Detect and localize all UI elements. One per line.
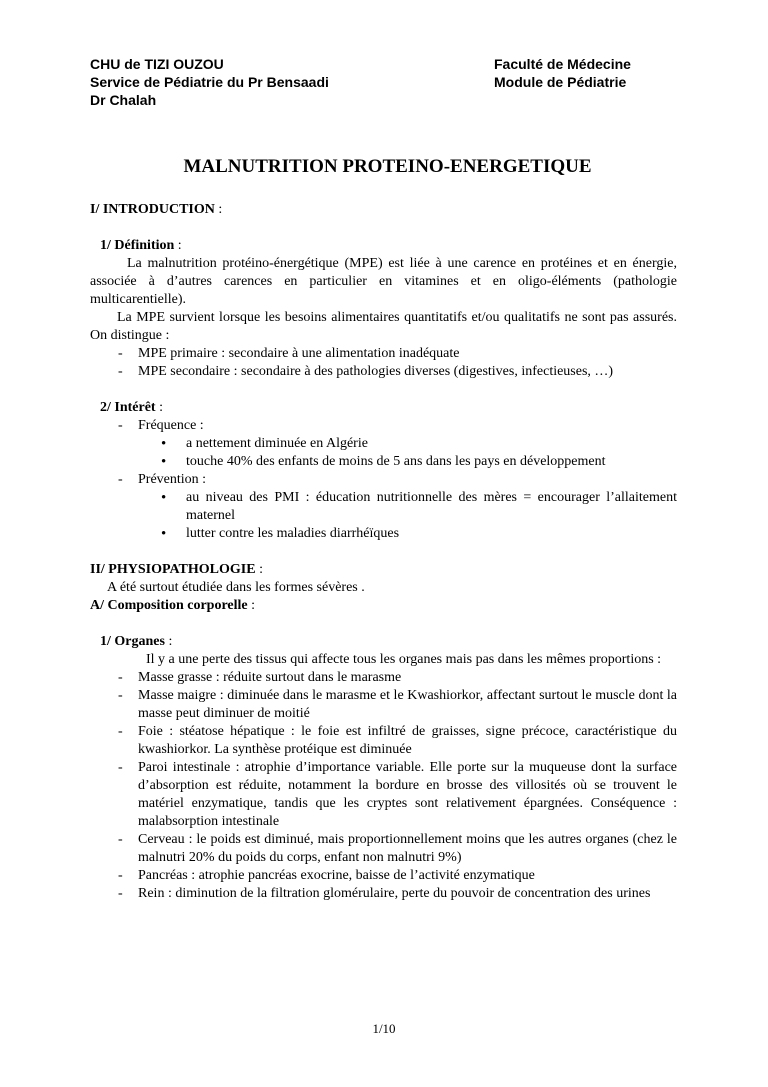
bullet-item: • a nettement diminuée en Algérie [90,435,677,453]
organes-intro: Il y a une perte des tissus qui affecte tous les organes mais pas dans les mêmes proportions : [146,652,662,667]
list-item: - MPE primaire : secondaire à une alimentation inadéquate [90,345,677,363]
definition-heading: 1/ Définition : [100,238,182,253]
page-title: MALNUTRITION PROTEINO-ENERGETIQUE [183,156,592,177]
physio-intro: A été surtout étudiée dans les formes sévères . [107,580,365,595]
header-institution: CHU de TIZI OUZOU [90,56,224,72]
definition-paragraph: La malnutrition protéino-énergétique (MPE) est liée à une carence en protéines et en énergie, associée à d’autres carences en particulier en vitamines et en oligo-éléments (pathologie multicarentielle). [90,256,677,307]
composition-heading: A/ Composition corporelle : [90,598,256,613]
page-number: 1/10 [372,1021,396,1036]
list-item: - Pancréas : atrophie pancréas exocrine, baisse de l’activité enzymatique [90,867,677,885]
list-item: - Masse maigre : diminuée dans le marasme et le Kwashiorkor, affectant surtout le muscle dont la masse peut diminuer de moitié [90,687,677,723]
list-item: - MPE secondaire : secondaire à des pathologies diverses (digestives, infectieuses, …) [90,363,677,381]
prevention-label: - Prévention : [90,471,677,489]
list-item: - Paroi intestinale : atrophie d’importance variable. Elle porte sur la muqueuse dont la surface d’absorption est réduite, notamment la bordure en brosse des villosités où se trouvent le matériel enzymatique, tandis que les cryptes sont relativement épargnées. Conséquence : malabsorption intestinale [90,759,677,831]
bullet-item: • au niveau des PMI : éducation nutritionnelle des mères = encourager l’allaitement maternel [90,489,677,525]
list-item: - Cerveau : le poids est diminué, mais proportionnellement moins que les autres organes (chez le malnutri 20% du poids du corps, enfant non malnutri 9%) [90,831,677,867]
header-service: Service de Pédiatrie du Pr Bensaadi [90,74,329,90]
interet-heading: 2/ Intérêt : [100,400,163,415]
header-faculty: Faculté de Médecine [494,56,631,72]
intro-heading: I/ INTRODUCTION : [90,202,223,217]
list-item: - Masse grasse : réduite surtout dans le marasme [90,669,677,687]
bullet-item: • lutter contre les maladies diarrhéïques [90,525,677,543]
header-author: Dr Chalah [90,92,157,108]
document-page [90,55,677,903]
physio-heading: II/ PHYSIOPATHOLOGIE : [90,562,263,577]
document-header [90,55,677,109]
frequence-label: - Fréquence : [90,417,677,435]
list-item: - Rein : diminution de la filtration glomérulaire, perte du pouvoir de concentration des urines [90,885,677,903]
bullet-item: • touche 40% des enfants de moins de 5 ans dans les pays en développement [90,453,677,471]
definition-paragraph-2: La MPE survient lorsque les besoins alimentaires quantitatifs et/ou qualitatifs ne sont pas assurés. On distingue : [90,310,677,343]
header-right [494,55,631,91]
header-left [90,55,329,109]
list-item: - Foie : stéatose hépatique : le foie est infiltré de graisses, signe précoce, caractéristique du kwashiorkor. La synthèse protéique est diminuée [90,723,677,759]
organes-heading: 1/ Organes : [100,634,173,649]
header-module: Module de Pédiatrie [494,74,627,90]
